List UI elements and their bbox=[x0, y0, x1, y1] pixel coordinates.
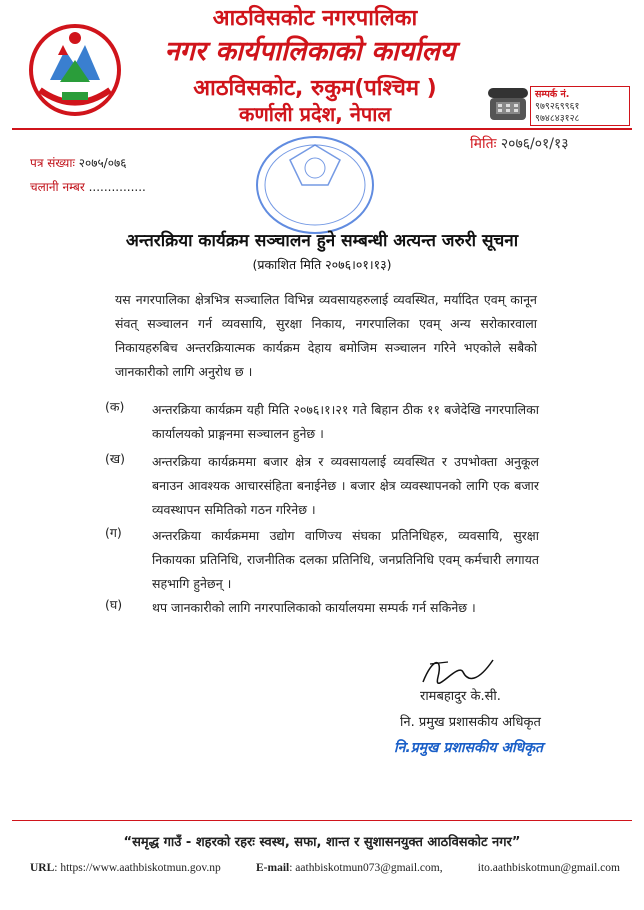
reference-line bbox=[30, 154, 126, 171]
office-name: नगर कार्यपालिकाको कार्यालय bbox=[164, 36, 456, 67]
province-country: कर्णाली प्रदेश, नेपाल bbox=[238, 102, 392, 126]
reference-label: पत्र संख्याः bbox=[30, 156, 75, 170]
municipality-name: आठविसकोट नगरपालिका bbox=[212, 6, 418, 31]
contact-label: सम्पर्क नं. bbox=[535, 89, 570, 100]
dispatch-label: चलानी नम्बर bbox=[30, 180, 85, 194]
footer-email-2: ito.aathbiskotmun@gmail.com bbox=[477, 862, 620, 874]
notice-intro: यस नगरपालिका क्षेत्रभित्र सञ्चालित विभिन्न व्यवसायहरुलाई व्यवस्थित, मर्यादित एवम् कानून संवत् सञ्चालन गर्न व्यवसायि, सुरक्षा निकाय, नगरपालिका एवम् अन्य सरोकारवाला निकायहरुबिच अन्तरक्रियात्मक कार्यक्रम देहाय बमोजिम सञ्चालन गरिने भएकोले सबैको जानकारीको लागि अनुरोध छ । bbox=[115, 292, 537, 379]
dispatch-value: ............... bbox=[88, 180, 146, 194]
signatory-title: नि. प्रमुख प्रशासकीय अधिकृत bbox=[400, 715, 541, 730]
contact-number: ९७९२६९९६१ bbox=[535, 101, 580, 112]
email-label: E-mail bbox=[256, 862, 290, 874]
reference-value: २०७५/०७६ bbox=[78, 156, 127, 170]
item-key: (क) bbox=[105, 399, 125, 414]
dispatch-line bbox=[30, 178, 146, 195]
notice-title: अन्तरक्रिया कार्यक्रम सञ्चालन हुने सम्बन्धी अत्यन्त जरुरी सूचना bbox=[125, 231, 519, 251]
url-value: : https://www.aathbiskotmun.gov.np bbox=[54, 862, 221, 874]
contact-number: ९७४८४३१२८ bbox=[535, 113, 580, 124]
signatory-name: रामबहादुर के.सी. bbox=[420, 689, 501, 704]
item-text: अन्तरक्रिया कार्यक्रम यही मिति २०७६।१।२१ गते बिहान ठीक ११ बजेदेखि नगरपालिका कार्यालयको प्राङ्गनमा सञ्चालन हुनेछ । bbox=[152, 402, 539, 441]
office-address: आठविसकोट, रुकुम(पश्चिम ) bbox=[193, 76, 437, 101]
telephone-icon bbox=[486, 84, 530, 122]
item-key: (ग) bbox=[105, 525, 122, 540]
item-key: (घ) bbox=[105, 597, 123, 612]
slogan: “समृद्ध गाउँ - शहरको रहरः स्वस्थ, सफा, शान्त र सुशासनयुक्त आठविसकोट नगर” bbox=[123, 835, 521, 850]
footer-divider bbox=[12, 820, 632, 821]
item-text: थप जानकारीको लागि नगरपालिकाको कार्यालयमा सम्पर्क गर्न सकिनेछ । bbox=[152, 600, 476, 615]
item-key: (ख) bbox=[105, 451, 125, 466]
item-text: अन्तरक्रिया कार्यक्रममा बजार क्षेत्र र व्यवसायलाई व्यवस्थित र उपभोक्ता अनुकूल बनाउन आवश्यक आचारसंहिता बनाईनेछ । बजार क्षेत्र व्यवस्थापनको लागि एक बजार व्यवस्थापन समितिको गठन गरिनेछ । bbox=[152, 454, 539, 517]
nepal-emblem-icon bbox=[20, 20, 130, 120]
published-date: (प्रकाशित मिति २०७६।०१।१३) bbox=[252, 257, 392, 272]
footer-email bbox=[256, 862, 443, 874]
footer-url bbox=[30, 862, 221, 874]
footer-contact bbox=[30, 862, 620, 874]
designation-stamp: नि.प्रमुख प्रशासकीय अधिकृत bbox=[394, 740, 543, 756]
date-line bbox=[470, 134, 569, 153]
email-value: : aathbiskotmun073@gmail.com, bbox=[289, 862, 443, 874]
contact-box bbox=[530, 86, 630, 126]
date-value: २०७६/०१/१३ bbox=[500, 136, 569, 152]
url-label: URL bbox=[30, 862, 55, 874]
date-label: मितिः bbox=[470, 136, 497, 152]
item-text: अन्तरक्रिया कार्यक्रममा उद्योग वाणिज्य संघका प्रतिनिधिहरु, व्यवसायि, सुरक्षा निकायका प्रतिनिधि, राजनीतिक दलका प्रतिनिधि, जनप्रतिनिधि एवम् कर्मचारी लगायत सहभागि हुनेछन् । bbox=[152, 528, 539, 591]
office-stamp bbox=[250, 130, 380, 240]
